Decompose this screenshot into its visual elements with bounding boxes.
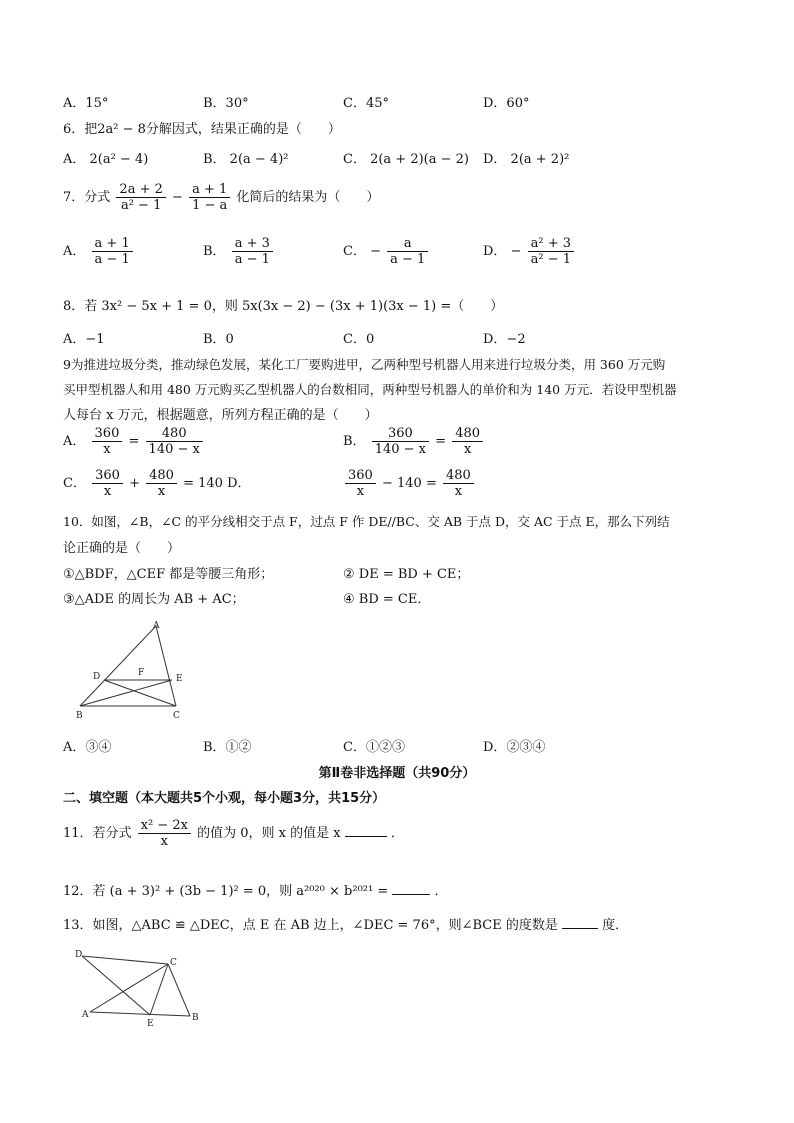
q9-option-c: C． $\frac{360}{x}$ + $\frac{480}{x}$ = 140 D． <box>63 468 251 499</box>
q8-option-d: D．−2 <box>483 332 526 347</box>
q5-option-b: B．30° <box>203 96 249 111</box>
fig13-side-de <box>82 956 150 1015</box>
q8-option-a: A．−1 <box>63 332 105 347</box>
q10-option-a: A．③④ <box>63 740 112 755</box>
q10-line-1: 10．如图，∠B，∠C 的平分线相交于点 F，过点 F 作 DE//BC、交 AB 于点 D，交 AC 于点 E，那么下列结 <box>63 514 670 529</box>
fig10-label-d: D <box>93 672 101 682</box>
q9-option-a: A． $\frac{360}{x}$ = $\frac{480}{140 - x}$ <box>63 426 205 457</box>
fig10-bisector-c <box>104 680 176 706</box>
q7-fraction-2: $\frac{a + 1}{1 - a}$ <box>189 182 230 213</box>
fig13-side-bc <box>168 964 190 1016</box>
q9-line-2: 买甲型机器人和用 480 万元购买乙型机器人的台数相同，两种型号机器人的单价和为 140 万元．若设甲型机器 <box>63 382 677 397</box>
q9-option-d-label: D． <box>227 476 251 491</box>
fig13-label-b: B <box>192 1013 199 1023</box>
q11-stem: 11．若分式 $\frac{\text{x² − 2x}}{x}$ 的值为 0，则 x 的值是 x ． <box>63 818 404 849</box>
fig10-side-ab <box>80 626 156 706</box>
fig10-bisector-b <box>80 680 172 706</box>
q10-triangle-figure <box>72 618 192 722</box>
q6-option-c: C． 2(a + 2)(a − 2) <box>343 152 469 167</box>
q9-line-3: 人每台 x 万元，根据题意，所列方程正确的是（ ） <box>63 408 378 423</box>
q7-fraction-1: $\frac{2a + 2}{\text{a² − 1}}$ <box>116 182 165 213</box>
q7-stem: 7．分式 $\frac{2a + 2}{\text{a² − 1}}$ − $\frac{a + 1}{1 - a}$ 化简后的结果为（ ） <box>63 182 380 213</box>
q9-option-d: $\frac{360}{x}$ − 140 = $\frac{480}{x}$ <box>343 468 476 499</box>
section-ii-title: 第Ⅱ卷非选择题（共90分） <box>318 766 476 781</box>
fig13-side-dc <box>82 956 168 964</box>
q6-option-a: A． 2(a² − 4) <box>63 152 149 167</box>
q5-option-a: A．15° <box>63 96 109 111</box>
q12-stem: 12．若 (a + 3)² + (3b − 1)² = 0，则 a²⁰²⁰ × b²⁰²¹ = ． <box>63 884 448 899</box>
fig10-side-ac <box>156 626 176 706</box>
q9-line-1: 9为推进垃圾分类，推动绿色发展，某化工厂要购进甲，乙两种型号机器人用来进行垃圾分类，用 360 万元购 <box>63 357 666 372</box>
q7-option-b: B． $\frac{a + 3}{a - 1}$ <box>203 236 275 267</box>
q10-statement-1: ①△BDF，△CEF 都是等腰三角形； <box>63 567 274 582</box>
fig10-label-b: B <box>76 711 83 721</box>
fig10-label-c: C <box>173 711 180 721</box>
fig13-label-c: C <box>170 958 177 968</box>
fig10-label-e: E <box>176 674 183 684</box>
q10-line-2: 论正确的是（ ） <box>63 541 181 556</box>
q7-option-d: D． − $\frac{\text{a² + 3}}{\text{a² − 1}}$ <box>483 236 576 267</box>
fig13-side-ec <box>150 964 168 1015</box>
fig10-label-f: F <box>138 668 145 678</box>
fig13-side-ac <box>90 964 168 1012</box>
q10-statement-4: ④ BD = CE． <box>343 592 431 607</box>
fig13-label-d: D <box>75 950 83 960</box>
q6-stem: 6．把2a² − 8分解因式，结果正确的是（ ） <box>63 122 341 137</box>
q13-answer-blank[interactable] <box>562 928 598 929</box>
q11-answer-blank[interactable] <box>345 836 387 837</box>
q8-stem: 8．若 3x² − 5x + 1 = 0，则 5x(3x − 2) − (3x + 1)(3x − 1) =（ ） <box>63 299 504 314</box>
q8-option-c: C．0 <box>343 332 375 347</box>
q10-option-b: B．①② <box>203 740 252 755</box>
fig10-label-a: A <box>153 621 160 631</box>
q7-option-a: A． $\frac{a + 1}{a - 1}$ <box>63 236 135 267</box>
q10-option-c: C．①②③ <box>343 740 405 755</box>
q11-fraction: $\frac{\text{x² − 2x}}{x}$ <box>138 818 191 849</box>
q8-option-b: B．0 <box>203 332 234 347</box>
q10-option-d: D．②③④ <box>483 740 546 755</box>
q7-option-c: C． − $\frac{a}{a - 1}$ <box>343 236 430 267</box>
q12-answer-blank[interactable] <box>392 894 430 895</box>
q13-triangle-figure <box>72 946 208 1032</box>
q9-option-b: B． $\frac{360}{140 - x}$ = $\frac{480}{x}$ <box>343 426 485 457</box>
q5-option-d: D．60° <box>483 96 530 111</box>
q6-option-d: D． 2(a + 2)² <box>483 152 570 167</box>
fig13-label-e: E <box>147 1019 154 1029</box>
q5-option-c: C．45° <box>343 96 389 111</box>
fill-in-part-title: 二、填空题（本大题共5个小观，每小题3分，共15分） <box>63 791 386 806</box>
q10-statement-3: ③△ADE 的周长为 AB + AC； <box>63 592 245 607</box>
q6-option-b: B． 2(a − 4)² <box>203 152 289 167</box>
fig13-label-a: A <box>82 1010 89 1020</box>
fig13-side-ab <box>90 1012 190 1016</box>
q10-statement-2: ② DE = BD + CE； <box>343 567 470 582</box>
q13-stem: 13．如图，△ABC ≌ △DEC，点 E 在 AB 边上，∠DEC = 76°，则∠BCE 的度数是 度． <box>63 918 629 933</box>
